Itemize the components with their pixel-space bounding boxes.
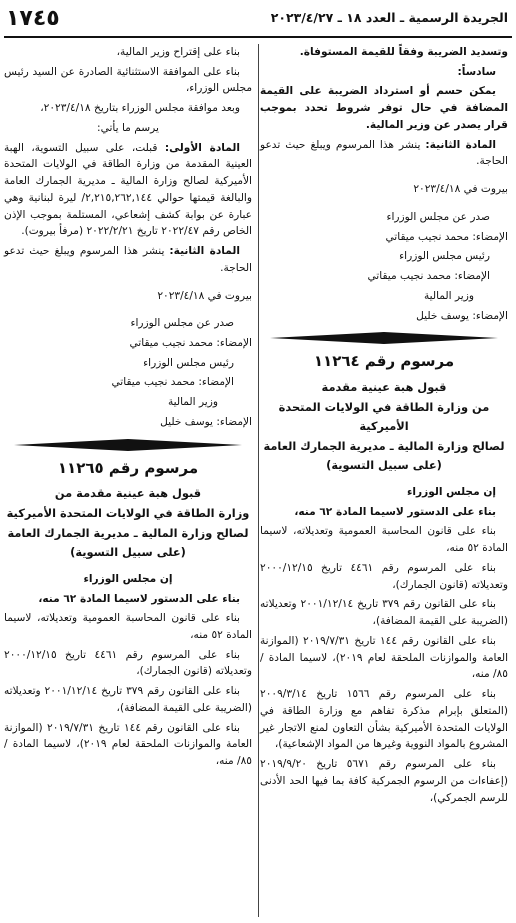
recital: بناء على المرسوم رقم ٤٤٦١ تاريخ ٢٠٠٠/١٢/١٥ وتعديلاته (قانون الجمارك)،: [4, 648, 252, 678]
paragraph: وتسديد الضريبة وفقاً للقيمة المستوفاة.: [299, 46, 508, 58]
signature: الإمضاء: محمد نجيب ميقاتي: [367, 270, 490, 283]
left-column: [4, 44, 252, 773]
recital: بناء على الموافقة الاستثنائية الصادرة عن السيد رئيس مجلس الوزراء،: [4, 65, 252, 95]
recital: بناء على إقتراح وزير المالية،: [116, 46, 240, 58]
section-divider: [14, 439, 242, 451]
signatory-title: وزير المالية: [423, 289, 474, 302]
signature: الإمضاء: محمد نجيب ميقاتي: [129, 337, 252, 350]
decree-subtitle: لصالح وزارة المالية ـ مديرية الجمارك العامة: [7, 525, 249, 540]
signature: الإمضاء: محمد نجيب ميقاتي: [111, 376, 234, 389]
article-text: ينشر هذا المرسوم ويبلغ حيث تدعو الحاجة.: [4, 245, 252, 274]
signatory-title: وزير المالية: [167, 396, 218, 409]
article-paragraph: [4, 140, 252, 240]
recital: بناء على الدستور لاسيما المادة ٦٢ منه،: [294, 505, 496, 518]
place-date: بيروت في ٢٠٢٣/٤/١٨: [157, 289, 252, 302]
recital: بناء على قانون المحاسبة العمومية وتعديلاته، لاسيما المادة ٥٢ منه،: [260, 525, 508, 555]
recital: بناء على القانون رقم ١٤٤ تاريخ ٢٠١٩/٧/٣١ (الموازنة العامة والموازنات الملحقة لعام ٢٠١٩)، لاسيما المادة /٨٥/ منه،: [4, 721, 253, 768]
recital: بناء على القانون رقم ١٤٤ تاريخ ٢٠١٩/٧/٣١ (الموازنة العامة والموازنات الملحقة لعام ٢٠١٩)، لاسيما المادة /٨٥/ منه،: [260, 634, 509, 681]
article-label: المادة الثانية:: [425, 138, 496, 151]
article-text: قبلت، على سبيل التسوية، الهبة العينية المقدمة من وزارة الطاقة في الولايات المتحدة الأميركية لصالح وزارة المالية ـ مديرية الجمارك العامة والبالغة قيمتها حوالي ٢,٢١٥,٢٦٢,١٤٤/ ليرة لبنانية وهي عبارة عن بوابة كشف إشعاعي، المستلمة بموجب الإذن الخاص رقم ٢٠٢٢/٤٧ تاريخ ٢٠٢٢/٢/٢١ (مرفأ بيروت).: [4, 141, 252, 238]
paragraph: يمكن حسم أو استرداد الضريبة على القيمة المضافة في حال توفر شروط تحدد بموجب قرار يصدر عن وزير المالية.: [260, 85, 508, 131]
recital: بناء على الدستور لاسيما المادة ٦٢ منه،: [38, 592, 240, 605]
council-heading: إن مجلس الوزراء: [83, 572, 173, 585]
council-heading: إن مجلس الوزراء: [406, 486, 496, 499]
place-date: بيروت في ٢٠٢٣/٤/١٨: [413, 183, 508, 196]
recital: بناء على المرسوم رقم ٥٦٧١ تاريخ ٢٠١٩/٩/٢٠ (إعفاءات من الرسوم الجمركية كافة بما فيها الحد الأدنى للرسم الجمركي)،: [260, 758, 508, 804]
recital: بناء على قانون المحاسبة العمومية وتعديلاته، لاسيما المادة ٥٢ منه،: [4, 612, 252, 642]
signatory-title: رئيس مجلس الوزراء: [399, 250, 490, 263]
decree-subtitle: وزارة الطاقة في الولايات المتحدة الأميركية: [6, 505, 250, 520]
section-divider: [270, 332, 498, 344]
article-text: ينشر هذا المرسوم ويبلغ حيث تدعو الحاجة.: [260, 138, 508, 168]
page-header: [0, 0, 516, 38]
signature: الإمضاء: يوسف خليل: [160, 415, 252, 428]
journal-issue-line: الجريدة الرسمية ـ العدد ١٨ ـ ٢٠٢٣/٤/٢٧: [270, 10, 508, 25]
decree-title: مرسوم رقم ١١٢٦٤: [313, 352, 455, 371]
recital: بناء على المرسوم رقم ٤٤٦١ تاريخ ٢٠٠٠/١٢/١٥ وتعديلاته (قانون الجمارك)،: [260, 561, 508, 591]
right-column: [260, 44, 508, 809]
recital: وبعد موافقة مجلس الوزراء بتاريخ ٢٠٢٣/٤/١٨،: [40, 102, 240, 115]
decree-title: مرسوم رقم ١١٢٦٥: [57, 458, 199, 477]
decree-subtitle: (على سبيل التسوية): [326, 458, 442, 473]
article-paragraph: [260, 137, 508, 170]
issued-by: صدر عن مجلس الوزراء: [130, 317, 234, 330]
decrees-line: يرسم ما يأتي:: [97, 121, 159, 134]
decree-subtitle: قبول هبة عينية مقدمة: [321, 379, 447, 394]
article-label: المادة الأولى:: [164, 141, 240, 154]
recital: بناء على القانون رقم ٣٧٩ تاريخ ٢٠٠١/١٢/١٤ وتعديلاته (الضريبة على القيمة المضافة)،: [4, 685, 252, 714]
column-divider: [258, 44, 259, 917]
article-label: المادة الثانية:: [169, 245, 240, 258]
paragraph-heading: سادساً:: [457, 65, 496, 78]
page-number: ١٧٤٥: [6, 6, 60, 31]
recital: بناء على القانون رقم ٣٧٩ تاريخ ٢٠٠١/١٢/١٤ وتعديلاته (الضريبة على القيمة المضافة)،: [260, 598, 508, 628]
issued-by: صدر عن مجلس الوزراء: [386, 210, 490, 223]
article-paragraph: [4, 243, 252, 276]
signature: الإمضاء: يوسف خليل: [416, 309, 508, 322]
header-rule: [4, 36, 512, 38]
signature: الإمضاء: محمد نجيب ميقاتي: [385, 230, 508, 243]
decree-subtitle: (على سبيل التسوية): [70, 545, 186, 560]
recital: بناء على المرسوم رقم ١٥٦٦ تاريخ ٢٠٠٩/٣/١٤ (المتعلق بإبرام مذكرة تفاهم مع وزارة الطاقة في الولايات المتحدة الأميركية بشأن التعاون لمنع الاتجار غير المشروع بالمواد النووية وغيرها من المواد الإشعاعية)،: [260, 688, 508, 751]
signatory-title: رئيس مجلس الوزراء: [143, 356, 234, 369]
decree-subtitle: من وزارة الطاقة في الولايات المتحدة الأميركية: [278, 399, 490, 434]
decree-subtitle: لصالح وزارة المالية ـ مديرية الجمارك العامة: [263, 438, 505, 453]
decree-subtitle: قبول هبة عينية مقدمة من: [54, 486, 202, 501]
